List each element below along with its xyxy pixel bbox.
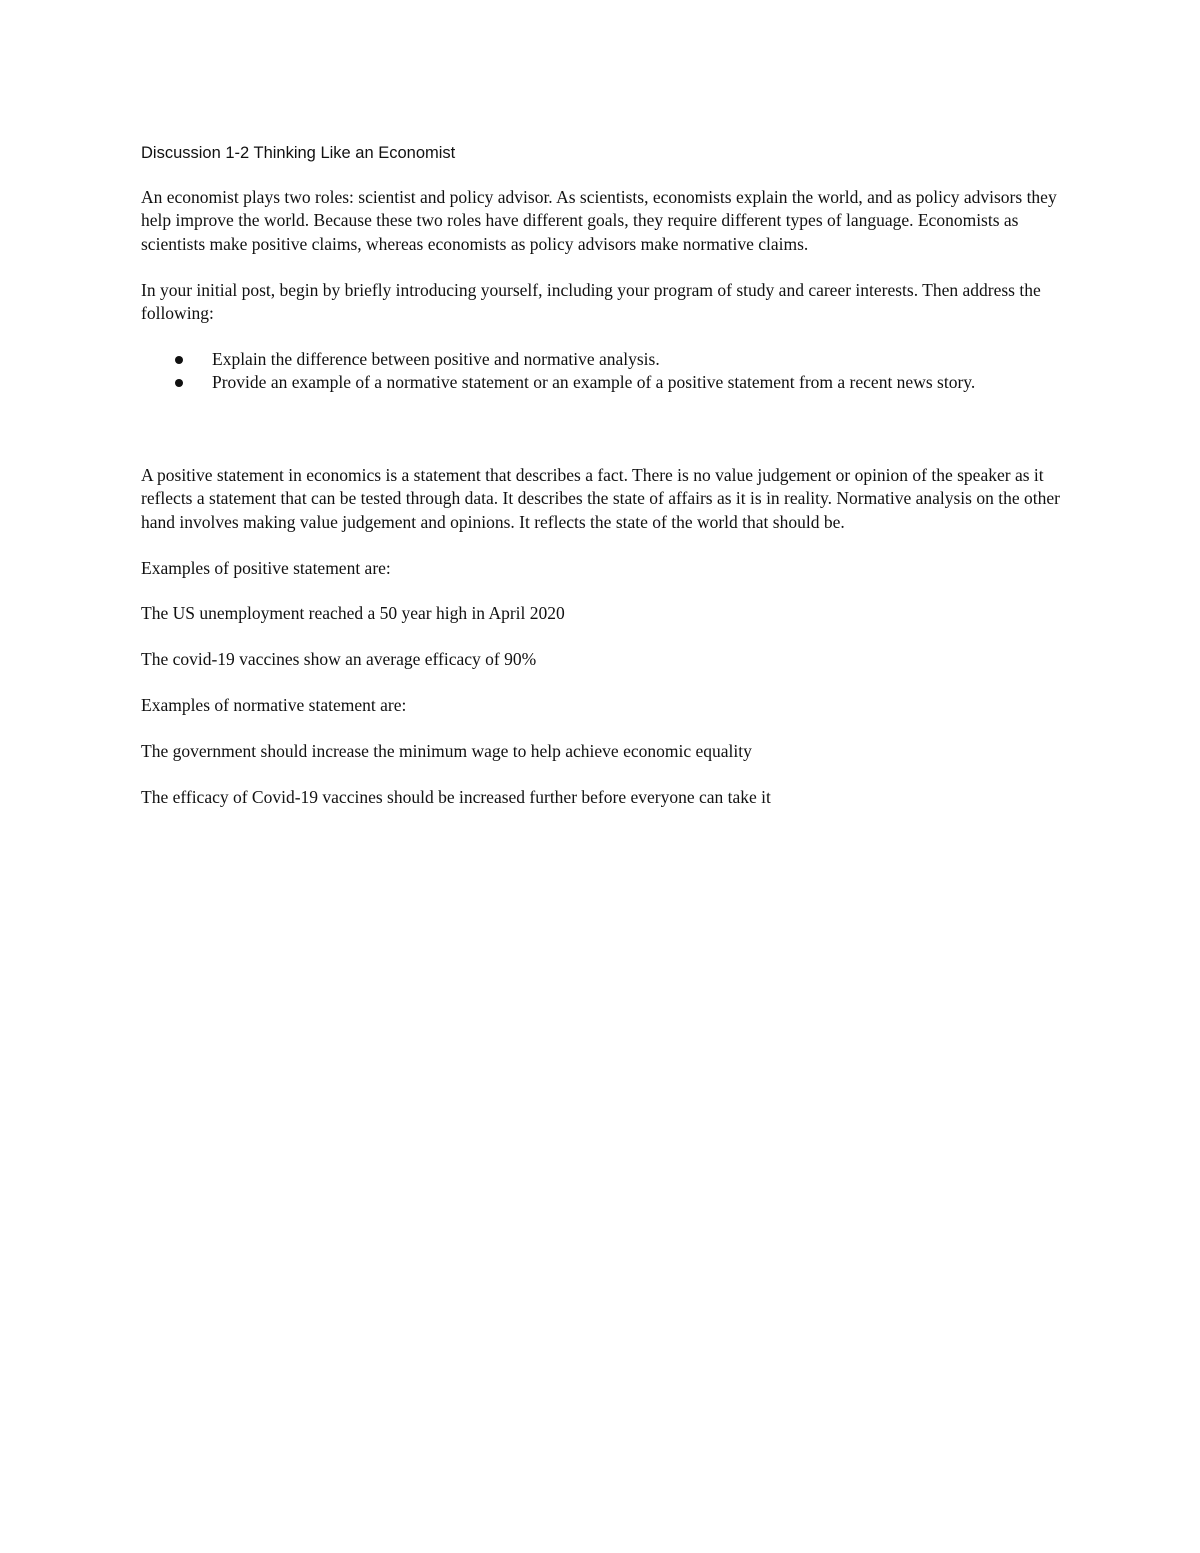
prompt-paragraph: An economist plays two roles: scientist and policy advisor. As scientists, economists explain the world, and as policy advisors they help improve the world. Because these two roles have different goals, they require different types of language. Economists as scientists make positive claims, whereas economists as policy advisors make normative claims. <box>141 187 1057 254</box>
positive-example: The covid-19 vaccines show an average efficacy of 90% <box>141 649 537 670</box>
normative-examples-heading: Examples of normative statement are: <box>141 695 407 716</box>
list-item <box>141 371 1061 394</box>
document-title: Discussion 1-2 Thinking Like an Economist <box>141 144 456 162</box>
requirements-list <box>141 348 1061 395</box>
bullet-icon <box>175 356 183 364</box>
bullet-icon <box>175 379 183 387</box>
document-page <box>141 141 1061 832</box>
list-item-text: Provide an example of a normative statement or an example of a positive statement from a recent news story. <box>212 372 976 393</box>
positive-examples-heading: Examples of positive statement are: <box>141 557 391 578</box>
list-item-text: Explain the difference between positive and normative analysis. <box>212 349 660 370</box>
spacer <box>141 395 1061 464</box>
answer-paragraph: A positive statement in economics is a statement that describes a fact. There is no value judgement or opinion of the speaker as it reflects a statement that can be tested through data. It describes the state of affairs as it is in reality. Normative analysis on the other hand involves making value judgement and opinions. It reflects the state of the world that should be. <box>141 464 1060 532</box>
prompt-paragraph: In your initial post, begin by briefly introducing yourself, including your program of study and career interests. Then address the following: <box>141 279 1041 324</box>
positive-example: The US unemployment reached a 50 year high in April 2020 <box>141 603 565 624</box>
normative-example: The efficacy of Covid-19 vaccines should be increased further before everyone can take it <box>141 787 771 808</box>
normative-example: The government should increase the minimum wage to help achieve economic equality <box>141 741 752 762</box>
list-item <box>141 348 1061 371</box>
